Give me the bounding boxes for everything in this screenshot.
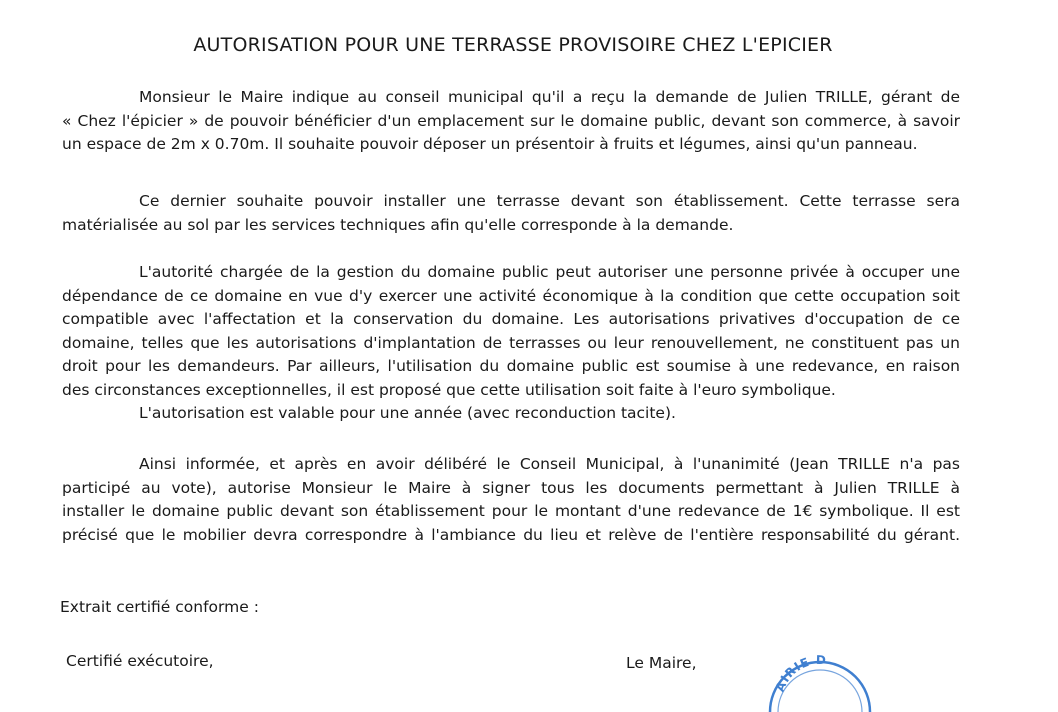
paragraph-line: domaine, telles que les autorisations d'implantation de terrasses ou leur renouvellement, ne constituent pas un [62, 333, 960, 352]
svg-text:AIRIE D [773, 653, 827, 694]
extrait-certifie-label: Extrait certifié conforme : [60, 598, 259, 616]
paragraph-request [62, 86, 960, 157]
paragraph-terrace [62, 190, 960, 237]
paragraph-line: compatible avec l'affectation et la conservation du domaine. Les autorisations privatives d'occupation de ce [62, 310, 960, 328]
paragraph-line: droit pour les demandeurs. Par ailleurs, l'utilisation du domaine public est soumise à une redevance, en raison [62, 357, 960, 375]
stamp-text: AIRIE D [772, 652, 828, 694]
paragraph-decision [62, 453, 960, 547]
paragraph-line: dépendance de ce domaine en vue d'y exercer une activité économique à la condition que cette occupation soit [62, 286, 960, 305]
paragraph-line: L'autorisation est valable pour une année (avec reconduction tacite). [139, 404, 676, 422]
certifie-executoire-label: Certifié exécutoire, [66, 652, 214, 670]
paragraph-line: installer le domaine public devant son établissement pour le montant d'une redevance de 1€ symbolique. Il est [62, 502, 960, 520]
paragraph-line: matérialisée au sol par les services techniques afin qu'elle corresponde à la demande. [62, 215, 734, 234]
le-maire-label: Le Maire, [626, 654, 697, 672]
mairie-stamp [762, 652, 872, 712]
paragraph-line: précisé que le mobilier devra correspondre à l'ambiance du lieu et relève de l'entière responsabilité du gérant. [62, 525, 960, 544]
paragraph-line: « Chez l'épicier » de pouvoir bénéficier d'un emplacement sur le domaine public, devant son commerce, à savoir [62, 111, 960, 130]
paragraph-line: participé au vote), autorise Monsieur le Maire à signer tous les documents permettant à Julien TRILLE à [62, 478, 960, 497]
paragraph-authority [62, 261, 960, 426]
document-title: AUTORISATION POUR UNE TERRASSE PROVISOIRE CHEZ L'EPICIER [193, 34, 833, 56]
paragraph-line: Ce dernier souhaite pouvoir installer une terrasse devant son établissement. Cette terrasse sera [139, 192, 960, 210]
paragraph-line: un espace de 2m x 0.70m. Il souhaite pouvoir déposer un présentoir à fruits et légumes, ainsi qu'un panneau. [62, 135, 918, 153]
paragraph-line: Monsieur le Maire indique au conseil municipal qu'il a reçu la demande de Julien TRILLE, gérant de [139, 88, 960, 106]
paragraph-line: L'autorité chargée de la gestion du domaine public peut autoriser une personne privée à occuper une [139, 263, 960, 281]
paragraph-line: des circonstances exceptionnelles, il est proposé que cette utilisation soit faite à l'euro symbolique. [62, 380, 836, 399]
paragraph-line: Ainsi informée, et après en avoir délibéré le Conseil Municipal, à l'unanimité (Jean TRILLE n'a pas [139, 455, 960, 473]
